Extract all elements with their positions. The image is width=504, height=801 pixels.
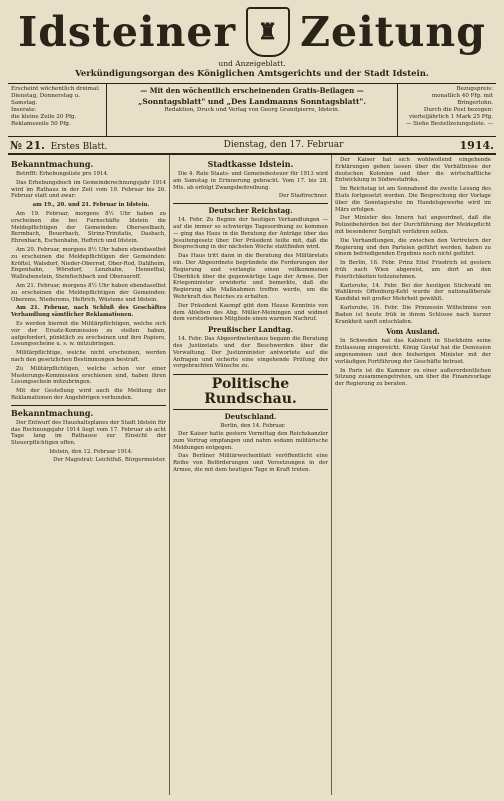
paragraph: Im Reichstag ist am Sonnabend die zweite Lesung des Etats fortgesetzt worden. Die Besprechung der Vorlage über die Sonntagsruhe im Handelsgewerbe wird im März erfolgen. (335, 186, 491, 213)
newspaper-page (8, 6, 496, 795)
paragraph: Am 21. Februar, nach Schluß des Geschäftes Verhandlung sämtlicher Reklamationen. (11, 305, 166, 319)
issue-line (8, 137, 496, 155)
paragraph: Am 21. Februar, morgens 8½ Uhr haben ebendaselbst zu erscheinen die Meldepflichtigen der Gemeinden: Oberems, Niederems, Heftrich, Wüstems und Idstein. (11, 282, 166, 303)
paragraph: Karlsruhe, 16. Febr. Die Prinzessin Wilhelmine von Baden ist heute früh in ihrem Schlosse nach kurzer Krankheit sanft entschlafen. (335, 304, 491, 325)
info-right-line: Durch die Post bezogen: (423, 107, 493, 113)
info-right-line: monatlich 40 Pfg. mit Bringerlohn. (431, 93, 493, 106)
paragraph: Das Haus tritt dann in die Beratung des Militäretats ein. Der Abgeordnete begründete die Forderungen der Regierung und verlangte einen vollkommenen Überblick über die gegenwärtige Lage der Armee. Der Kriegsminister erwiderte und bemerkte, daß die Regierung alle Maßnahmen treffen werde, um die Wehrkraft des Reiches zu erhalten. (173, 253, 328, 300)
notice-date: Idstein, den 12. Februar 1914. (49, 448, 133, 455)
paragraph: Betrifft: Erhebungsliste pro 1914. (16, 171, 109, 177)
crest-icon: ♜ (246, 7, 290, 57)
paragraph: Militärpflichtige, welche nicht erscheinen, werden nach den gesetzlichen Bestimmungen bestraft. (11, 350, 166, 363)
paragraph: Der Kaiser hatte gestern Vormittag den Reichskanzler zum Vortrag empfangen und nahm sodann militärische Meldungen entgegen. (173, 430, 328, 451)
info-right-line: — Siehe Bestellzeiungsliste. — (405, 121, 493, 127)
divider (173, 203, 328, 204)
paragraph: Der Präsident Kaempf gibt dem Hause Kenntnis von dem Ableben des Abg. Müller-Meiningen und widmet dem verstorbenen Mitgliede einen warmen Nachruf. (173, 302, 328, 323)
columns (8, 155, 496, 795)
info-left-line: Dienstag, Donnerstag u. Samstag. (11, 93, 81, 106)
issue-sheet: Erstes Blatt. (50, 141, 108, 152)
paragraph: 14. Febr. Das Abgeordnetenhaus begann die Beratung des Justizetats und der Beschwerden über die Verwaltung. Der Justizminister antwortete auf die Anfragen und sicherte eine eingehende Prüfung der vorgebrachten Wünsche zu. (173, 336, 328, 370)
paragraph: In Paris ist die Kammer zu einer außerordentlichen Sitzung zusammengetreten, um über die Finanzvorlage der Regierung zu beraten. (335, 367, 491, 388)
signature: Der Stadtrechner. (278, 193, 328, 200)
info-box-left (8, 84, 107, 136)
issue-number: № 21. (10, 138, 45, 152)
paragraph: Zu Militärpflichtigen, welche schon vor einer Musterungs-Kommission erschienen sind, haben ihren Losungsschein mitzubringen. (11, 365, 166, 386)
heading-stadtkasse: Stadtkasse Idstein. (207, 159, 294, 169)
gratis-beilagen: — Mit den wöchentlich erscheinenden Gratis-Beilagen — (140, 86, 364, 95)
info-right-line: vierteljährlich 1 Mark 25 Pfg. (408, 114, 493, 120)
masthead-title-part-2: Zeitung (300, 8, 486, 56)
paragraph: 14. Febr. Zu Beginn der heutigen Verhandlungen — auf die immer so schwierige Tagesordnung zu kommen — ging das Haus in die Beratung der Anträge über das Jesuitengesetz über. Der Präsident teilte mit, daß die Besprechung in der nächsten Woche stattfinden wird. (173, 217, 328, 251)
heading-deutschland: Deutschland. (224, 412, 277, 422)
issue-year: 1914. (459, 138, 494, 152)
dateline: Berlin, den 14. Februar. (220, 423, 286, 430)
paragraph: In Schweden hat das Kabinett in Stockholm seine Entlassung eingereicht. König Gustaf hat die Demission angenommen und den bisherigen Minister mit der vorläufigen Fortführung der Geschäfte betraut. (335, 338, 491, 365)
paragraph: Die Verhandlungen, die zwischen den Vertretern der Regierung und den Parteien geführt werden, haben zu einem befriedigenden Ergebnis noch nicht geführt. (335, 237, 491, 258)
heading-reichstag: Deutscher Reichstag. (208, 206, 293, 216)
verlag-line: Redaktion, Druck und Verlag von Georg Grandpierre, Idstein. (164, 107, 340, 113)
paragraph: Mit der Gestellung wird auch die Meldung der Reklamationen der Angehörigen verbunden. (11, 388, 166, 401)
heading-politische-rundschau: Politische Rundschau. (173, 374, 328, 410)
heading-bekanntmachung: Bekanntmachung. (11, 159, 94, 169)
column-3 (332, 155, 494, 795)
info-box-right (398, 84, 496, 136)
paragraph: Es werden hiermit die Militärpflichtigen, welche sich vor der Ersatz-Kommission zu stellen haben, aufgefordert, pünktlich zu erscheinen und ihre Papiere, Losungsscheine u. s. w. mitzubringen. (11, 320, 166, 348)
info-right-line: Bezugspreis: (456, 86, 493, 92)
paragraph: Das Berliner Militärwochenblatt veröffentlicht eine Reihe von Beförderungen und Versetzungen in der Armee, die mit dem heutigen Tage in Kraft treten. (173, 453, 328, 473)
issue-date: Dienstag, den 17. Februar (223, 140, 344, 150)
column-1 (8, 155, 170, 795)
column-2 (170, 155, 332, 795)
heading-bekanntmachung-2: Bekanntmachung. (11, 407, 94, 418)
paragraph: Am 20. Februar, morgens 8½ Uhr haben ebendaselbst zu erscheinen die Meldepflichtigen der Gemeinden: Kröftel, Walsdorf, Nieder-Oberrod, Ober-Rod, Dahlheim, Engenhahn, Wörsdorf, Lenzhahn, Hennethal, Wallrabenstein, Steinfischbach und Oberauroff. (11, 246, 166, 281)
subtitle (8, 58, 496, 80)
paragraph: Karlsruhe, 14. Febr. Bei der heutigen Stichwahl im Wahlkreis Offenburg-Kehl wurde der nationalliberale Kandidat mit großer Mehrheit gewählt. (335, 282, 491, 303)
paragraph: In Berlin, 16. Febr. Prinz Eitel Friedrich ist gestern früh nach Wien abgereist, um dort an den Feierlichkeiten teilzunehmen. (335, 260, 491, 280)
masthead (8, 6, 496, 58)
heading-vom-ausland: Vom Ausland. (386, 327, 440, 337)
info-left-line: die kleine Zeile 20 Pfg. (11, 114, 77, 120)
info-box-mid (107, 84, 398, 136)
info-left-line: Inserate: (11, 107, 37, 113)
paragraph: Am 19. Februar, morgens 8½ Uhr haben zu erscheinen die bei Furnschäfte Idstein die Meldepflichtigen der Gemeinden: Oberseelbach, Bermbach, Beuerbach, Strinz-Trinitatis, Dasbach, Ehrenbach, Eschenhahn, Heftrich und Idstein. (11, 210, 166, 245)
subtitle-line-1: und Anzeigeblatt. (218, 59, 286, 68)
paragraph: Der Minister des Innern hat angeordnet, daß die Polizeibehörden bei der Durchführung der Meldepflicht mit besonderer Sorgfalt verfahren sollen. (335, 215, 491, 235)
paragraph: Der Entwurf des Haushaltsplanes der Stadt Idstein für das Rechnungsjahr 1914 liegt vom 17. Februar ab acht Tage lang im Rathause zur Einsicht der Steuerpflichtigen offen. (11, 419, 166, 447)
info-row (8, 83, 496, 137)
heading-landtag: Preußischer Landtag. (208, 325, 293, 335)
paragraph: Das Erhebungsbuch im Gemeinderechnungsjahr 1914 wird im Rathaus in der Zeit vom 19. Februar bis 26. Februar statt und zwar: (11, 179, 166, 200)
paragraph: Die 4. Rate Staats- und Gemeindesteuer für 1913 wird am Samstag in Erinnerung gebracht. Vom 17. bis 28. Mts. ab erfolgt Zwangsbeitreibung. (173, 171, 328, 191)
paragraph: am 19., 20. und 21. Februar in Idstein. (32, 202, 150, 209)
info-left-line: Erscheint wöchentlich dreimal: (11, 86, 100, 92)
info-left-line: Reklamezeile 50 Pfg. (11, 121, 71, 127)
divider (11, 405, 166, 406)
sonntagsblatt-line: „Sonntagsblatt" und „Des Landmanns Sonntagsblatt". (138, 97, 366, 106)
notice-signature: Der Magistrat: Leichtfuß, Bürgermeister. (53, 456, 166, 463)
subtitle-line-2: Verkündigungsorgan des Königlichen Amtsgerichts und der Stadt Idstein. (75, 69, 429, 79)
masthead-title-part-1: Idsteiner (18, 8, 237, 56)
paragraph: Der Kaiser hat sich wohlwollend eingehende Erklärungen geben lassen über die Verhältnisse der deutschen Kolonien und über die wirtschaftliche Entwicklung in Südwestafrika. (335, 157, 491, 184)
